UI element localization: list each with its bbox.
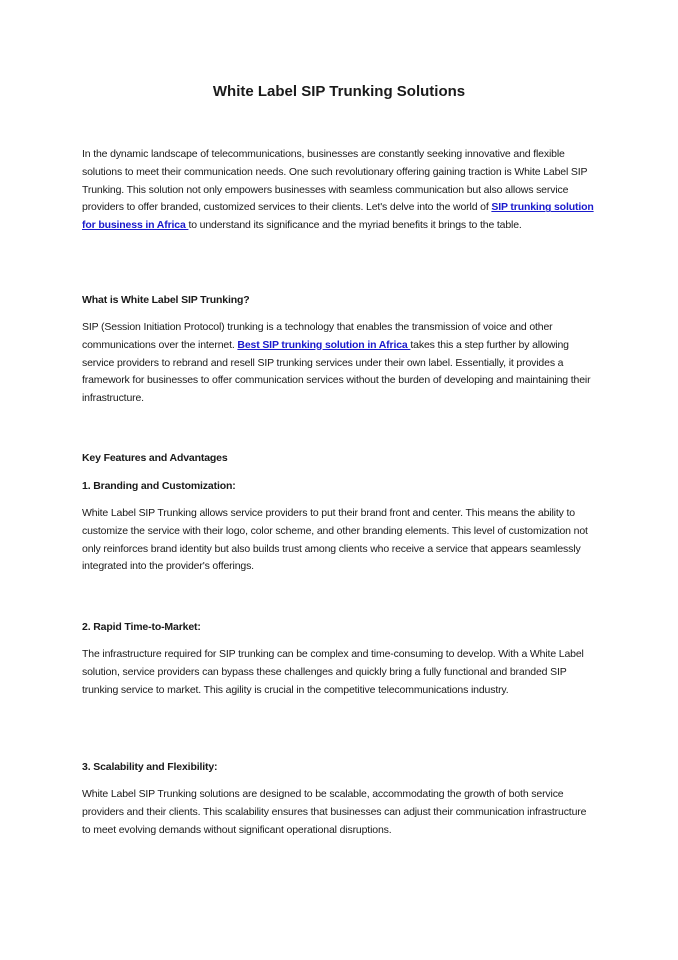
what-is-text-after-link: takes this a step further by allowing service providers to rebrand and resell SIP trunking services under their own label. Essentially, it provides a framework for businesses to offer communication services without the burden of developing and maintaining their infrastructure. bbox=[82, 338, 591, 405]
what-is-text-before-link: SIP (Session Initiation Protocol) trunking is a technology that enables the transmission of voice and other communications over the internet. bbox=[82, 321, 553, 351]
feature-text-branding: White Label SIP Trunking allows service providers to put their brand front and center. This means the ability to customize the service with their logo, color scheme, and other branding elements. This level of customization not only reinforces brand identity but also builds trust among clients who receive a service that appears seamlessly integrated into the provider's offerings. bbox=[82, 507, 588, 573]
intro-paragraph bbox=[82, 146, 597, 235]
feature-text-time-to-market: The infrastructure required for SIP trunking can be complex and time-consuming to develop. With a White Label solution, service providers can bypass these challenges and quickly bring a fully functional and branded SIP trunking service to market. This agility is crucial in the competitive telecommunications industry. bbox=[82, 648, 584, 696]
intro-text-after-link: to understand its significance and the myriad benefits it brings to the table. bbox=[188, 219, 522, 232]
key-features-heading: Key Features and Advantages bbox=[82, 452, 228, 464]
what-is-paragraph bbox=[82, 319, 597, 408]
feature-heading-branding: 1. Branding and Customization: bbox=[82, 480, 236, 492]
intro-text-before-link: In the dynamic landscape of telecommunications, businesses are constantly seeking innovative and flexible solutions to meet their communication needs. One such revolutionary offering gaining traction is White Label SIP Trunking. This solution not only empowers businesses with seamless communication but also allows service providers to offer branded, customized services to their clients. Let's delve into the world of bbox=[82, 148, 588, 214]
page-title: White Label SIP Trunking Solutions bbox=[212, 83, 466, 100]
feature-text-scalability: White Label SIP Trunking solutions are designed to be scalable, accommodating the growth of both service providers and their clients. This scalability ensures that businesses can adjust their communication infrastructure to meet evolving demands without significant operational disruptions. bbox=[82, 788, 587, 836]
best-sip-trunking-africa-link[interactable]: Best SIP trunking solution in Africa bbox=[237, 338, 411, 351]
feature-heading-time-to-market: 2. Rapid Time-to-Market: bbox=[82, 621, 201, 633]
what-is-heading: What is White Label SIP Trunking? bbox=[82, 294, 250, 306]
sip-trunking-business-africa-link[interactable]: SIP trunking solution for business in Africa bbox=[82, 201, 594, 232]
feature-heading-scalability: 3. Scalability and Flexibility: bbox=[82, 761, 218, 773]
